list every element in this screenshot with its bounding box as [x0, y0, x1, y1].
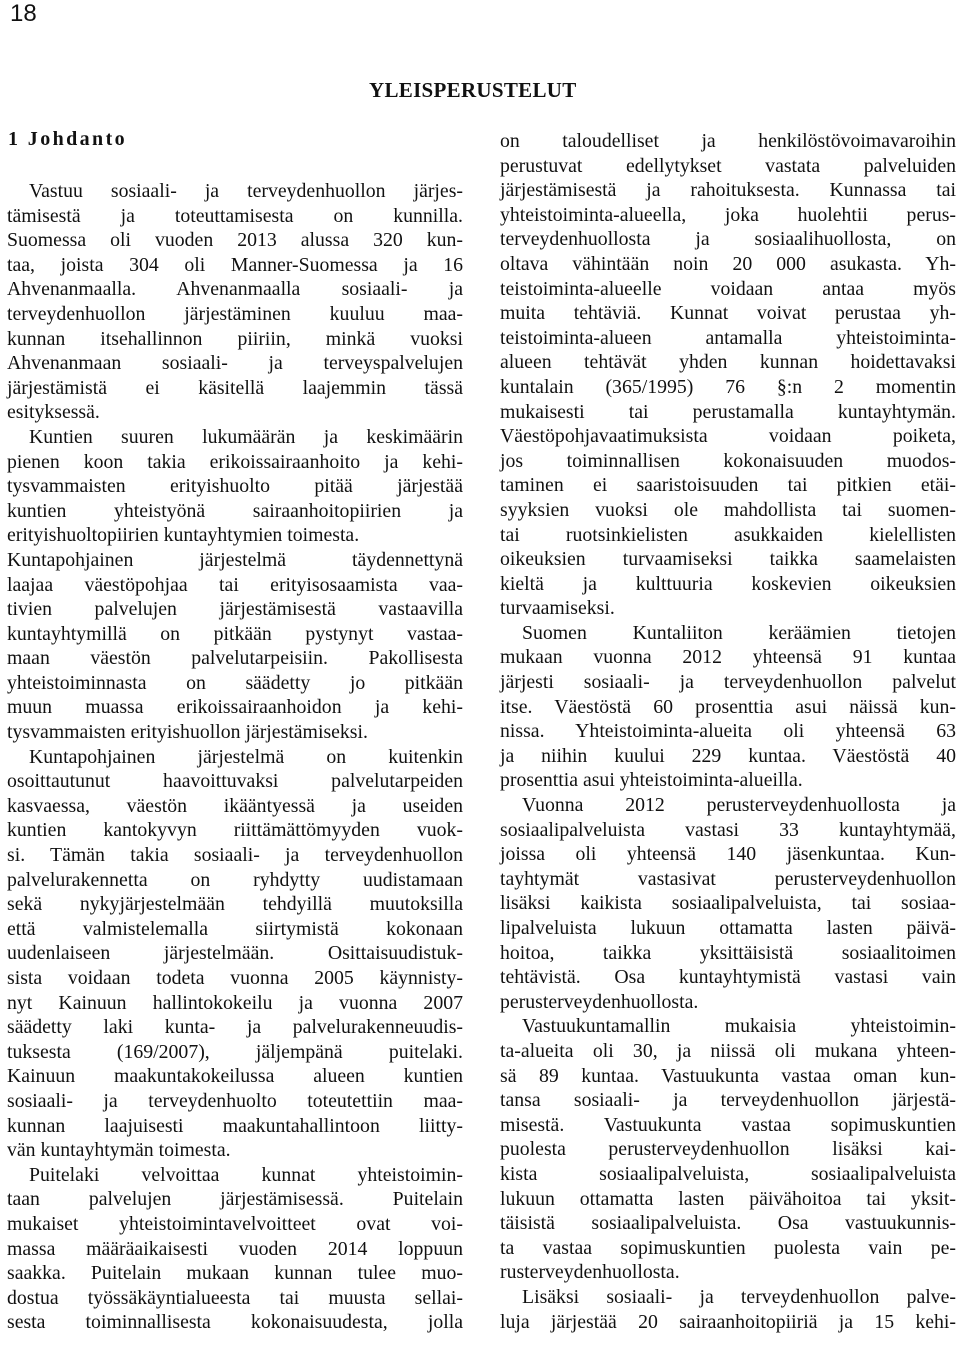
text-line: terveydenhuollosta ja sosiaalihuollosta, on [500, 228, 956, 251]
text-line: perusterveydenhuollosta. [500, 990, 699, 1013]
text-line: nissa. Yhteistoiminta-alueita oli yhteensä 63 [500, 720, 956, 743]
text-line: sekä nykyjärjestelmään tehdyillä muutoksilla [7, 893, 463, 916]
text-line: tehtävistä. Osa kuntayhtymistä vastasi vain [500, 966, 956, 989]
text-line: kieltä ja kulttuuria koskevien oikeuksien [500, 572, 956, 595]
text-line: lukuun ottamatta lasten päivähoitoa tai yksit- [500, 1187, 956, 1210]
text-line: Kainuun maakuntakokeilussa alueen kuntien [7, 1065, 463, 1088]
text-line: terveydenhuollon järjestäminen kuuluu maa- [7, 302, 463, 325]
text-line: Kuntapohjainen järjestelmä on kuitenkin [29, 745, 463, 768]
text-line: tuksesta (169/2007), jäljempänä puitelaki. [7, 1040, 463, 1063]
text-line: joissa oli yhteensä 140 jäsenkuntaa. Kun- [500, 843, 956, 866]
text-line: sesta toiminnallisesta kokonaisuudesta, jolla [7, 1311, 463, 1334]
text-line: Vuonna 2012 perusterveydenhuollosta ja [522, 794, 956, 817]
text-line: osoittautunut haavoittuvaksi palvelutarpeiden [7, 770, 463, 793]
text-line: saakka. Puitelain mukaan kunnan tulee muo- [7, 1262, 463, 1285]
text-line: teistoiminta-alueen antamalla yhteistoiminta- [500, 326, 956, 349]
text-line: rusterveydenhuollosta. [500, 1261, 680, 1284]
text-line: erityishuoltopiirien kuntayhtymien toimesta. [7, 524, 360, 547]
text-line: puolesta perusterveydenhuollon lisäksi kai- [500, 1138, 956, 1161]
text-line: säädetty laki kunta- ja palvelurakenneuudis- [7, 1016, 463, 1039]
section-heading: 1 Johdanto [8, 128, 128, 150]
text-line: kuntien yhteistyönä sairaanhoitopiirien ja [7, 499, 463, 522]
text-line: oltava vähintään noin 20 000 asukasta. Yh- [500, 252, 956, 275]
text-line: tysvammaisten erityishuolto pitää järjestää [7, 475, 463, 498]
text-line: luja järjestää 20 sairaanhoitopiiriä ja 15 kehi- [500, 1310, 956, 1333]
text-line: Väestöpohjavaatimuksista voidaan poiketa, [500, 425, 956, 448]
text-line: järjestämistä ei käsitellä laajemmin tässä [7, 376, 463, 399]
left-text-column [7, 179, 463, 1335]
text-line: kuntalain (365/1995) 76 §:n 2 momentin [500, 375, 956, 398]
text-line: kunnan laajuisesti maakuntahallintoon liitty- [7, 1114, 463, 1137]
text-line: esityksessä. [7, 401, 100, 424]
text-line: nyt Kainuun hallintokokeilu ja vuonna 2007 [7, 991, 463, 1014]
text-line: tivien palvelujen järjestämisestä vastaavilla [7, 598, 463, 621]
text-line: täisistä sosiaalipalveluista. Osa vastuukunnis- [500, 1212, 956, 1235]
text-line: laajaa väestöpohjaa tai erityisosaamista vaa- [7, 573, 463, 596]
text-line: mukaisesti tai perustamalla kuntayhtymän. [500, 400, 956, 423]
text-line: tansa sosiaali- ja terveydenhuollon järjestä- [500, 1089, 956, 1112]
text-line: misestä. Vastuukunta vastaa sopimuskuntien [500, 1113, 956, 1136]
text-line: järjesti sosiaali- ja terveydenhuollon palvelut [500, 671, 956, 694]
text-line: teistoiminta-alueelle voidaan antaa myös [500, 277, 956, 300]
text-line: jos toiminnallisen kokonaisuuden muodos- [500, 449, 956, 472]
text-line: muita tehtäviä. Kunnat voivat perustaa yh- [500, 302, 956, 325]
text-line: prosenttia asui yhteistoiminta-alueilla. [500, 769, 803, 792]
text-line: sista voidaan todeta vuonna 2005 käynnisty- [7, 967, 463, 989]
text-line: syyksien vuoksi ole mahdollista tai suomen- [500, 498, 956, 521]
text-line: kista sosiaalipalveluista, sosiaalipalveluista [500, 1162, 956, 1185]
text-line: Lisäksi sosiaali- ja terveydenhuollon palve- [522, 1285, 956, 1308]
text-line: Suomen Kuntaliiton keräämien tietojen [522, 621, 956, 644]
text-line: että valmistelemalla siirtymistä kokonaan [7, 917, 463, 940]
text-line: järjestämisestä ja rahoituksesta. Kunnassa tai [500, 179, 956, 202]
text-line: turvaamiseksi. [500, 597, 615, 620]
text-line: Kuntapohjainen järjestelmä täydennettynä [7, 548, 463, 571]
text-line: perustuvat edellytykset vastata palveluiden [500, 154, 956, 177]
text-line: tayhtymät vastasivat perusterveydenhuollon [500, 867, 956, 890]
text-line: on taloudelliset ja henkilöstövoimavaroihin [500, 130, 956, 152]
text-line: sosiaali- ja terveydenhuolto toteutettiin maa- [7, 1089, 463, 1112]
text-line: yhteistoiminta-alueella, joka huolehtii perus- [500, 203, 956, 226]
text-line: taminen ei saaristoisuuden tai pitkien etäi- [500, 474, 956, 497]
text-line: muun muassa erikoissairaanhoidon ja kehi- [7, 696, 463, 719]
text-line: lipalveluista lukuun ottamatta lasten päivä- [500, 917, 956, 939]
text-line: hoitoa, taikka yksittäisistä sosiaalitoimen [500, 941, 956, 964]
text-line: sosiaalipalveluista vastasi 33 kuntayhtymää, [500, 818, 956, 841]
text-line: taa, joista 304 oli Manner-Suomessa ja 16 [7, 253, 463, 276]
text-line: mukaan vuonna 2012 yhteensä 91 kuntaa [500, 646, 956, 669]
text-line: si. Tämän takia sosiaali- ja terveydenhuollon [7, 844, 463, 867]
text-line: ta-alueita oli 30, ja niissä oli mukana yhteen- [500, 1039, 956, 1062]
text-line: sä 89 kuntaa. Vastuukunta vastaa oman kun- [500, 1064, 956, 1087]
text-line: massa määräaikaisesti vuoden 2014 loppuun [7, 1237, 463, 1260]
text-line: uudenlaiseen järjestelmään. Osittaisuudistuk- [7, 942, 463, 965]
text-line: Kuntien suuren lukumäärän ja keskimäärin [29, 425, 463, 448]
text-line: lisäksi kaikista sosiaalipalveluista, tai sosiaa- [500, 892, 956, 915]
text-line: Ahvenanmaan sosiaali- ja terveyspalvelujen [7, 352, 463, 375]
text-line: Ahvenanmaalla. Ahvenanmaalla sosiaali- ja [7, 278, 463, 301]
text-line: ta vastaa sopimuskuntien puolesta vain pe- [500, 1236, 956, 1259]
text-line: kuntayhtymillä on pitkään pystynyt vastaa- [7, 622, 463, 645]
text-line: maan väestön palvelutarpeisiin. Pakollisesta [7, 647, 463, 670]
text-line: tämisestä ja toteuttamisesta on kunnilla. [7, 204, 463, 227]
page-number: 18 [10, 0, 37, 27]
text-line: Vastuu sosiaali- ja terveydenhuollon järjes- [29, 180, 463, 202]
text-line: itse. Väestöstä 60 prosenttia asui näissä kun- [500, 695, 956, 718]
running-header: YLEISPERUSTELUT [369, 78, 577, 102]
text-line: dostua työssäkäyntialueesta tai muusta sellai- [7, 1286, 463, 1309]
text-line: vän kuntayhtymän toimesta. [7, 1139, 231, 1162]
text-line: kasvaessa, väestön ikääntyessä ja useiden [7, 794, 463, 817]
text-line: tysvammaisten erityishuollon järjestämiseksi. [7, 721, 368, 744]
text-line: alueen tehtävät yhden kunnan hoidettavaksi [500, 351, 956, 374]
text-line: kuntien kantokyvyn riittämättömyyden vuok- [7, 819, 463, 842]
text-line: yhteistoiminnasta on säädetty jo pitkään [7, 671, 463, 694]
text-line: kunnan itsehallinnon piiriin, minkä vuoksi [7, 327, 463, 350]
right-text-column [500, 129, 956, 1334]
text-line: Suomessa oli vuoden 2013 alussa 320 kun- [7, 229, 463, 252]
text-line: palvelurakennetta on ryhdytty uudistamaan [7, 868, 463, 891]
text-line: mukaiset yhteistoimintavelvoitteet ovat voi- [7, 1212, 463, 1235]
text-line: oikeuksien turvaamiseksi taikka saamelaisten [500, 548, 956, 571]
text-line: Puitelaki velvoittaa kunnat yhteistoimin- [29, 1163, 463, 1186]
text-line: pienen koon takia erikoissairaanhoito ja kehi- [7, 450, 463, 473]
text-line: taan palvelujen järjestämisessä. Puitelain [7, 1188, 463, 1211]
text-line: ja niihin kuului 229 kuntaa. Väestöstä 40 [500, 744, 956, 767]
text-line: Vastuukuntamallin mukaisia yhteistoimin- [522, 1015, 956, 1038]
text-line: tai ruotsinkielisten asukkaiden kielellisten [500, 523, 956, 546]
